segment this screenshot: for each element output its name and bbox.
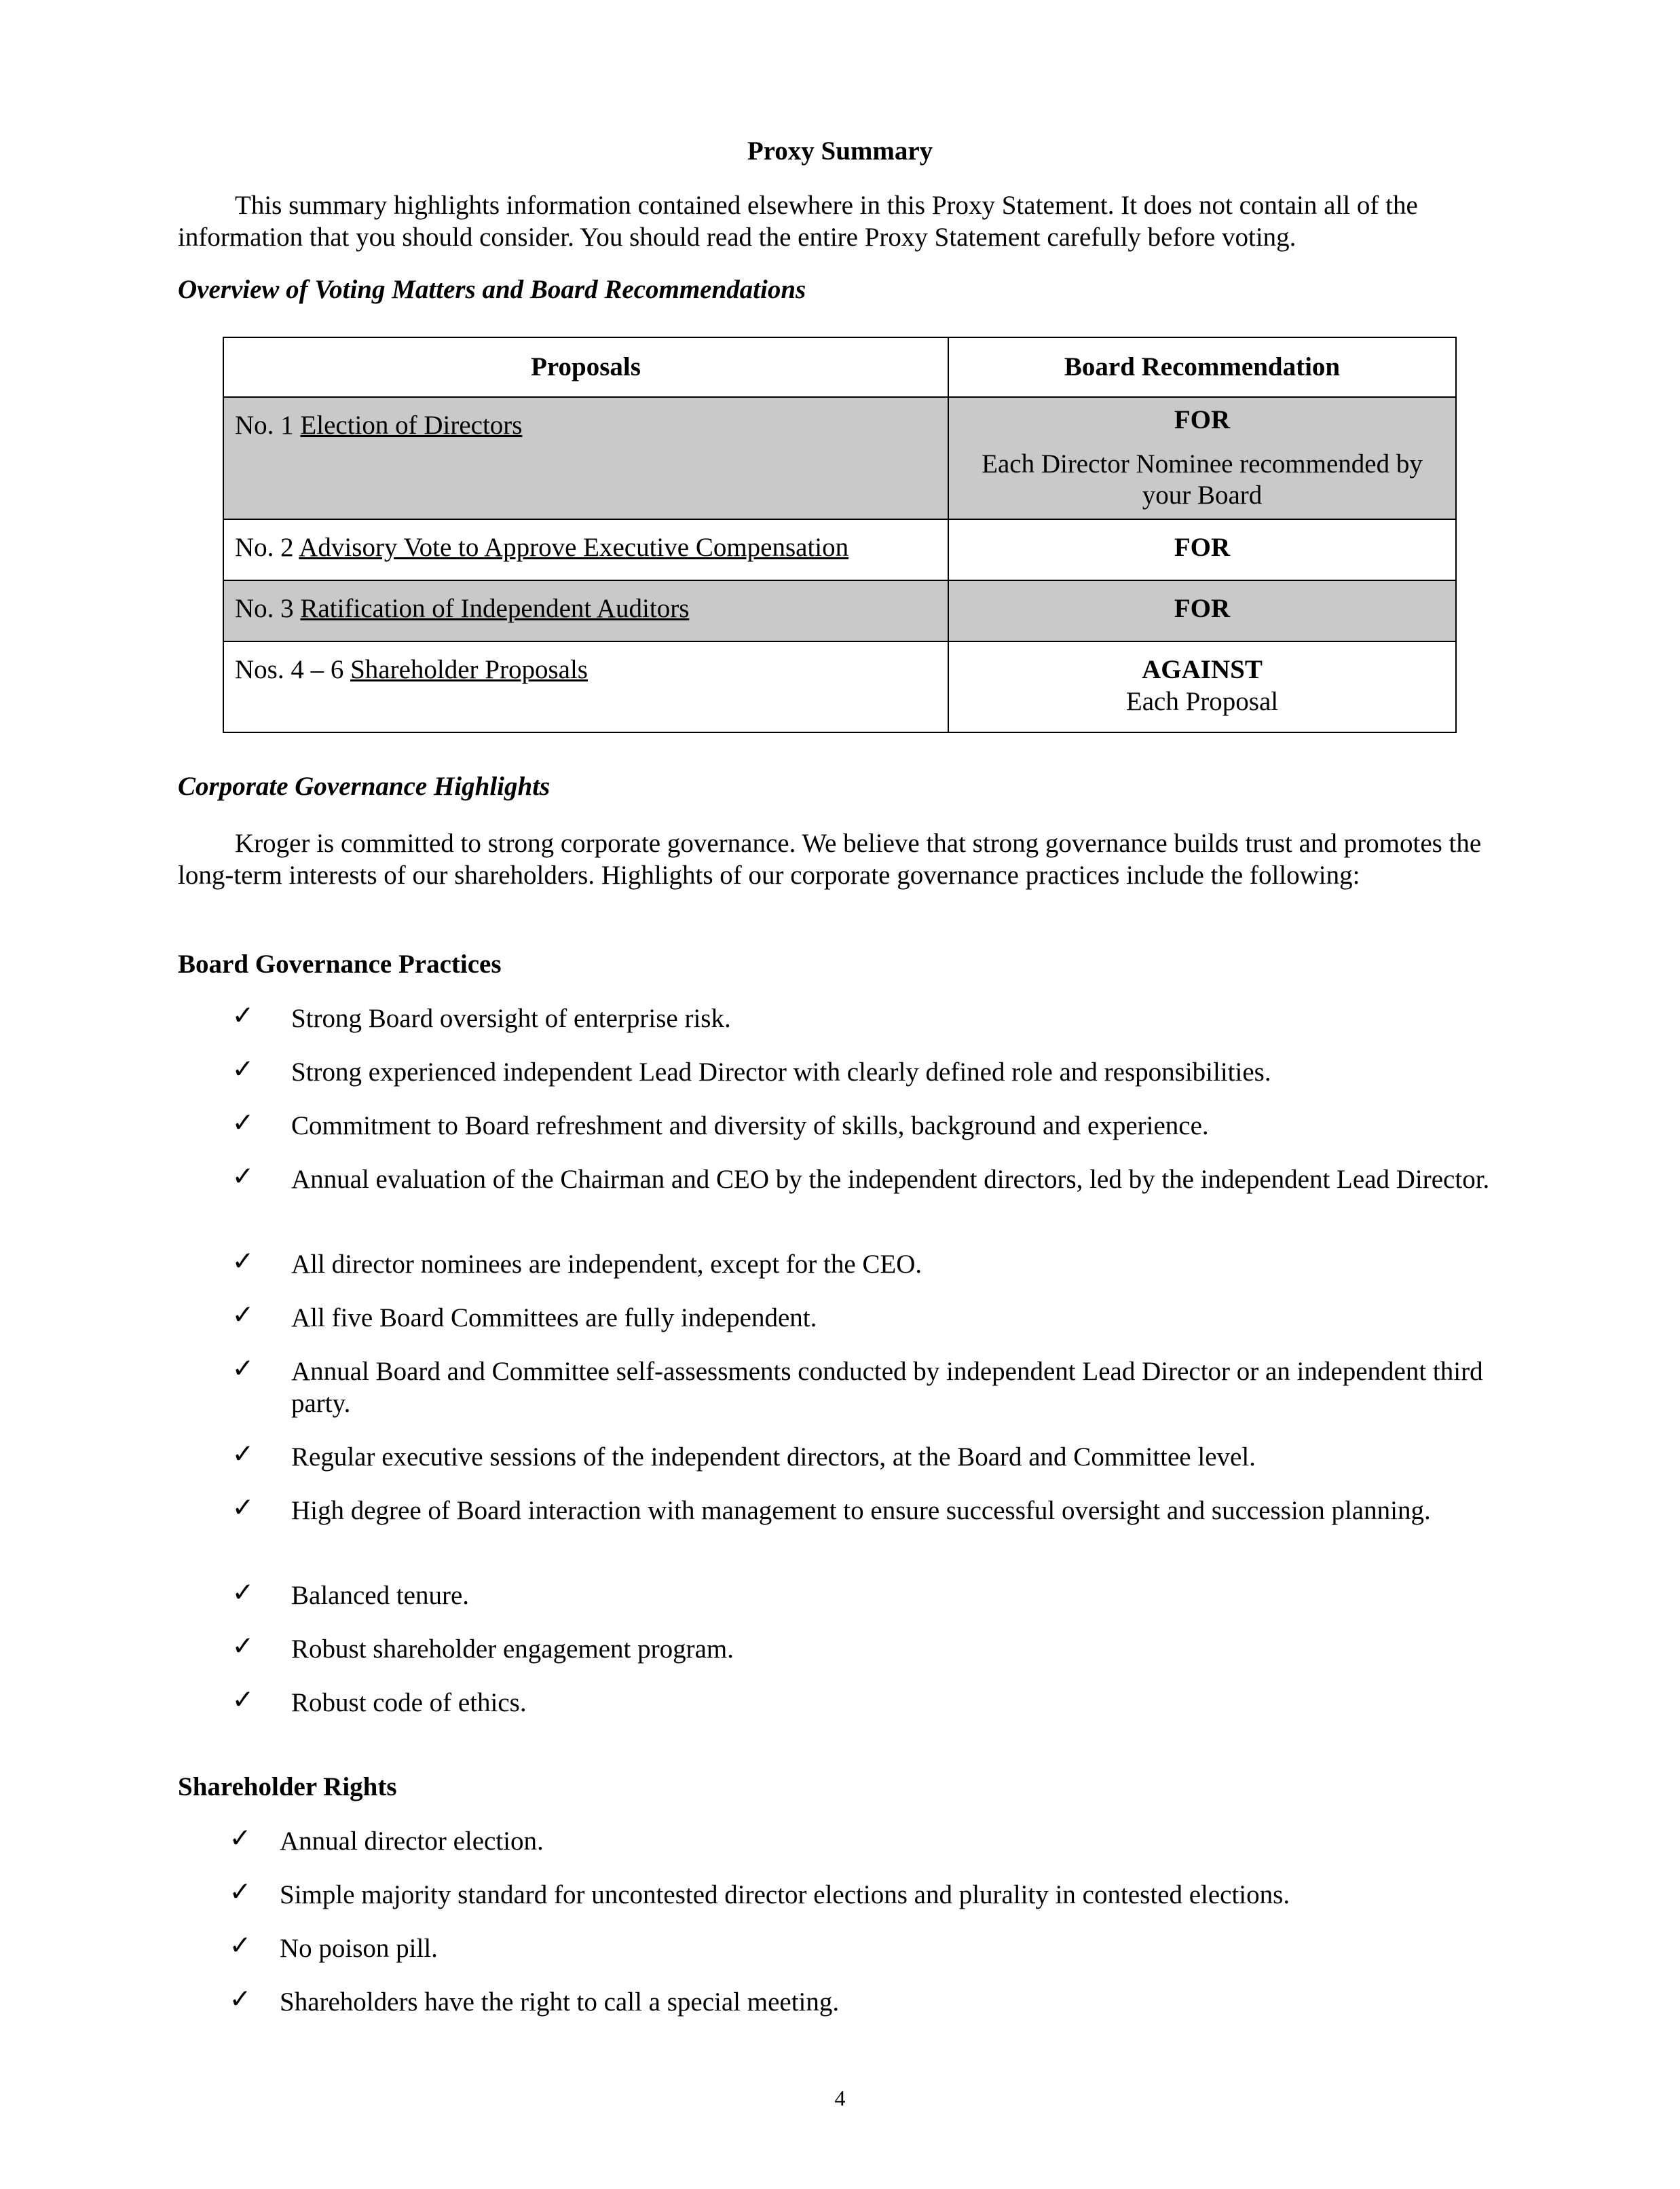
recommendations-table xyxy=(223,337,1457,733)
proposal-link[interactable]: Shareholder Proposals xyxy=(350,655,588,684)
list-item: Robust shareholder engagement program. xyxy=(291,1634,734,1664)
checkmark-icon: ✓ xyxy=(231,1301,255,1330)
checkmark-icon: ✓ xyxy=(231,1162,255,1191)
list-item: Annual director election. xyxy=(280,1827,544,1856)
table-row xyxy=(223,580,1456,641)
recommendation-value: FOR xyxy=(1174,533,1231,562)
list-item: Commitment to Board refreshment and diversity of skills, background and experience. xyxy=(291,1111,1209,1140)
overview-heading: Overview of Voting Matters and Board Recommendations xyxy=(178,275,806,304)
checkmark-icon: ✓ xyxy=(231,1354,255,1383)
recommendation-value: FOR xyxy=(1174,594,1231,623)
checkmark-icon: ✓ xyxy=(231,1001,255,1030)
list-item: Robust code of ethics. xyxy=(291,1688,527,1717)
checkmark-icon: ✓ xyxy=(231,1055,255,1084)
recommendation-note: Each Director Nominee recommended by your Board xyxy=(982,449,1423,510)
checkmark-icon: ✓ xyxy=(231,1247,255,1276)
recommendation-cell xyxy=(948,580,1456,641)
checkmark-icon: ✓ xyxy=(229,1985,252,2014)
page-number: 4 xyxy=(834,2086,846,2110)
board-practices-heading: Board Governance Practices xyxy=(178,950,502,979)
list-item: Strong Board oversight of enterprise risk. xyxy=(291,1004,731,1033)
proposal-link[interactable]: Ratification of Independent Auditors xyxy=(300,594,690,623)
table-row xyxy=(223,519,1456,580)
list-item: Shareholders have the right to call a special meeting. xyxy=(280,1987,840,2017)
recommendation-cell xyxy=(948,397,1456,519)
list-item: Strong experienced independent Lead Director with clearly defined role and responsibilities. xyxy=(291,1058,1271,1087)
checkmark-icon: ✓ xyxy=(231,1632,255,1661)
list-item: No poison pill. xyxy=(280,1934,438,1963)
list-item: Annual evaluation of the Chairman and CEO by the independent directors, led by the independent Lead Director. xyxy=(291,1165,1490,1194)
intro-paragraph: This summary highlights information contained elsewhere in this Proxy Statement. It does not contain all of the information that you should consider. You should read the entire Proxy Statement carefully before voting. xyxy=(178,191,1418,252)
checkmark-icon: ✓ xyxy=(229,1877,252,1907)
proposal-cell: No. 2 Advisory Vote to Approve Executive Compensation xyxy=(223,519,948,580)
proposal-cell: No. 1 Election of Directors xyxy=(223,397,948,519)
list-item: Simple majority standard for uncontested director elections and plurality in contested elections. xyxy=(280,1880,1290,1909)
governance-heading: Corporate Governance Highlights xyxy=(178,772,550,801)
recommendation-cell xyxy=(948,641,1456,732)
checkmark-icon: ✓ xyxy=(231,1108,255,1138)
list-item: Annual Board and Committee self-assessments conducted by independent Lead Director or an independent third party. xyxy=(291,1357,1483,1418)
recommendation-cell xyxy=(948,519,1456,580)
proposals-header: Proposals xyxy=(223,337,948,397)
list-item: All director nominees are independent, except for the CEO. xyxy=(291,1250,922,1279)
checkmark-icon: ✓ xyxy=(229,1931,252,1960)
proposal-cell: Nos. 4 – 6 Shareholder Proposals xyxy=(223,641,948,732)
recommendation-value: AGAINST xyxy=(1142,655,1263,684)
table-row xyxy=(223,397,1456,519)
checkmark-icon: ✓ xyxy=(231,1493,255,1522)
proposal-link[interactable]: Election of Directors xyxy=(300,411,523,440)
checkmark-icon: ✓ xyxy=(231,1685,255,1715)
checkmark-icon: ✓ xyxy=(231,1578,255,1607)
checkmark-icon: ✓ xyxy=(231,1440,255,1469)
proposal-cell: No. 3 Ratification of Independent Auditors xyxy=(223,580,948,641)
governance-intro: Kroger is committed to strong corporate governance. We believe that strong governance builds trust and promotes the long-term interests of our shareholders. Highlights of our corporate governance practices include the following: xyxy=(178,829,1482,890)
shareholder-rights-heading: Shareholder Rights xyxy=(178,1772,397,1801)
recommendation-header: Board Recommendation xyxy=(948,337,1456,397)
table-row xyxy=(223,641,1456,732)
list-item: Balanced tenure. xyxy=(291,1581,470,1610)
recommendation-value: FOR xyxy=(1174,405,1231,434)
recommendation-note: Each Proposal xyxy=(1125,686,1279,716)
proposal-link[interactable]: Advisory Vote to Approve Executive Compensation xyxy=(299,533,849,562)
checkmark-icon: ✓ xyxy=(229,1824,252,1853)
list-item: High degree of Board interaction with management to ensure successful oversight and succession planning. xyxy=(291,1496,1431,1525)
page-title: Proxy Summary xyxy=(747,136,933,166)
list-item: Regular executive sessions of the independent directors, at the Board and Committee level. xyxy=(291,1442,1256,1472)
list-item: All five Board Committees are fully independent. xyxy=(291,1303,817,1332)
